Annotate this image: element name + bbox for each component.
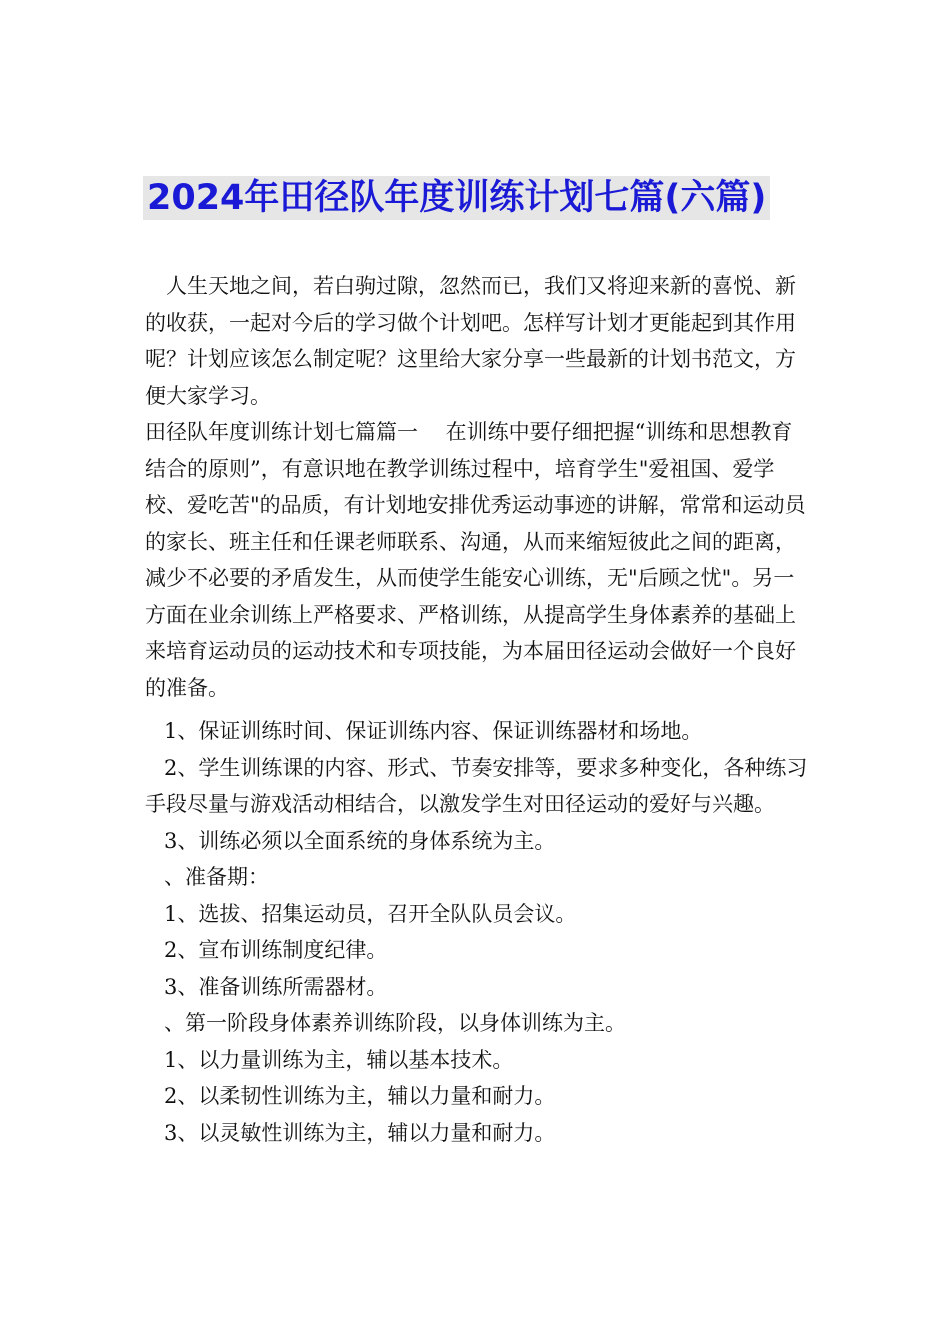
training-items-list bbox=[145, 713, 810, 1151]
list-item: 1、以力量训练为主，辅以基本技术。 bbox=[164, 1047, 514, 1072]
document-body bbox=[145, 268, 810, 706]
list-item: 2、宣布训练制度纪律。 bbox=[164, 938, 388, 962]
list-item: 3、训练必须以全面系统的身体系统为主。 bbox=[164, 828, 556, 853]
intro-paragraph: 人生天地之间，若白驹过隙，忽然而已，我们又将迎来新的喜悦、新的收获，一起对今后的学习做个计划吧。怎样写计划才更能起到其作用呢？计划应该怎么制定呢？这里给大家分享一些最新的计划书范文，方便大家学习。 bbox=[145, 274, 796, 408]
list-item: 、准备期： bbox=[164, 865, 269, 889]
list-item: 3、准备训练所需器材。 bbox=[164, 974, 388, 999]
list-item: 2、以柔韧性训练为主，辅以力量和耐力。 bbox=[164, 1084, 556, 1108]
list-item: 2、学生训练课的内容、形式、节奏安排等，要求多种变化，各种练习手段尽量与游戏活动相结合，以激发学生对田径运动的爱好与兴趣。 bbox=[145, 755, 808, 816]
list-item: 、第一阶段身体素养训练阶段，以身体训练为主。 bbox=[164, 1011, 626, 1035]
list-item: 3、以灵敏性训练为主，辅以力量和耐力。 bbox=[164, 1120, 556, 1145]
list-item: 1、保证训练时间、保证训练内容、保证训练器材和场地。 bbox=[164, 719, 703, 743]
section-one-paragraph: 田径队年度训练计划七篇篇一 在训练中要仔细把握“训练和思想教育结合的原则”，有意识地在教学训练过程中，培育学生"爱祖国、爱学校、爱吃苦"的品质，有计划地安排优秀运动事迹的讲解，常常和运动员的家长、班主任和任课老师联系、沟通，从而来缩短彼此之间的距离，减少不必要的矛盾发生，从而使学生能安心训练，无"后顾之忧"。另一方面在业余训练上严格要求、严格训练，从提高学生身体素养的基础上来培育运动员的运动技术和专项技能，为本届田径运动会做好一个良好的准备。 bbox=[145, 420, 806, 700]
list-item: 1、选拔、招集运动员，召开全队队员会议。 bbox=[164, 901, 577, 926]
title-container bbox=[143, 176, 770, 220]
document-title: 2024年田径队年度训练计划七篇(六篇) bbox=[143, 176, 770, 220]
